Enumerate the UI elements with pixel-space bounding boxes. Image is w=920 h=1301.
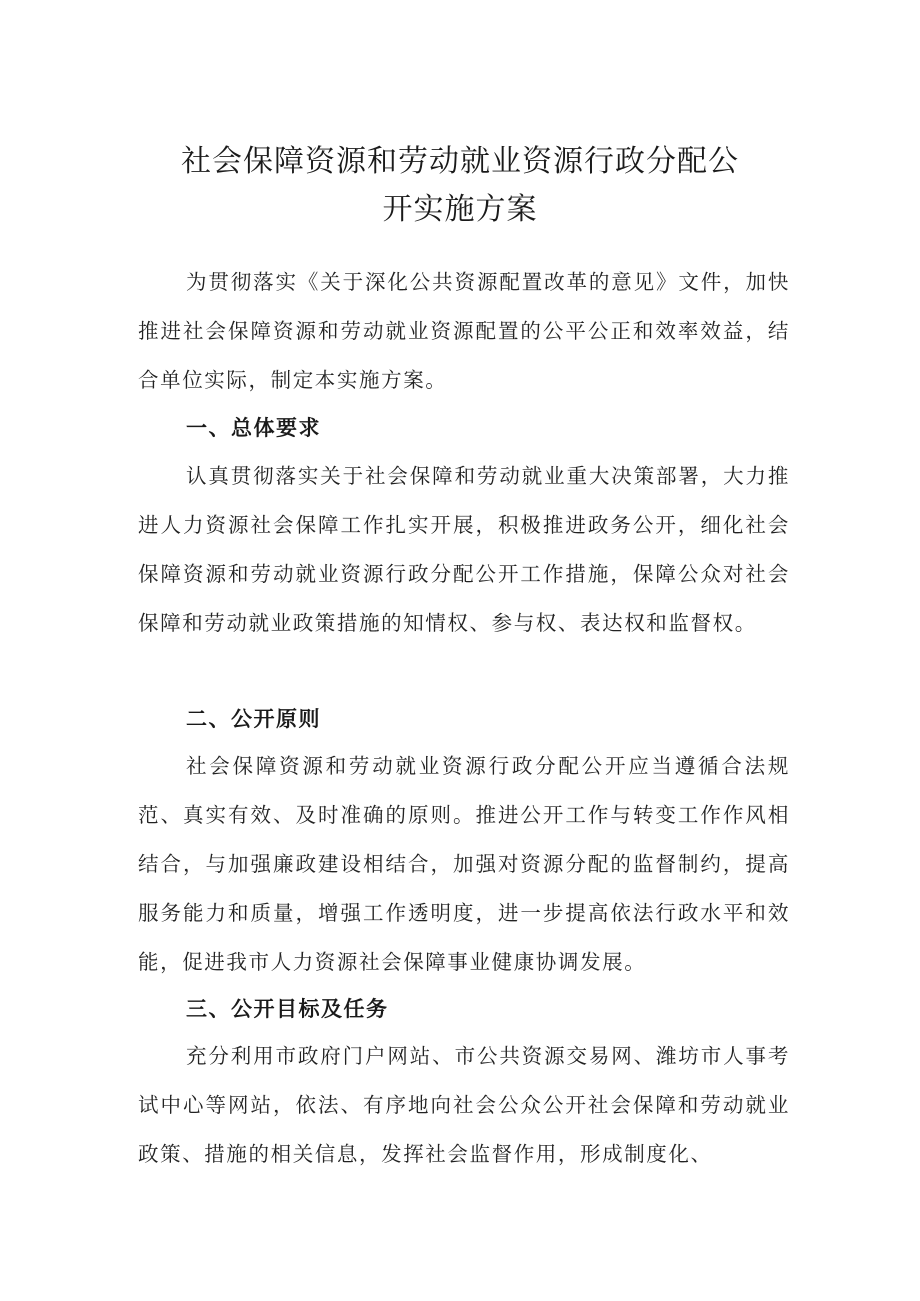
document-title-line2: 开实施方案 — [382, 192, 538, 227]
intro-paragraph: 为贯彻落实《关于深化公共资源配置改革的意见》文件，加快推进社会保障资源和劳动就业资源配置的公平公正和效率效益，结合单位实际，制定本实施方案。 — [138, 270, 790, 392]
document-title-line1: 社会保障资源和劳动就业资源行政分配公 — [181, 144, 739, 179]
section-heading-disclosure-principles: 二、公开原则 — [186, 707, 321, 731]
section-body-general-requirements: 认真贯彻落实关于社会保障和劳动就业重大决策部署，大力推进人力资源社会保障工作扎实开展，积极推进政务公开，细化社会保障资源和劳动就业资源行政分配公开工作措施，保障公众对社会保障和劳动就业政策措施的知情权、参与权、表达权和监督权。 — [138, 464, 790, 635]
section-body-goals-and-tasks: 充分利用市政府门户网站、市公共资源交易网、潍坊市人事考试中心等网站，依法、有序地向社会公众公开社会保障和劳动就业政策、措施的相关信息，发挥社会监督作用，形成制度化、 — [138, 1044, 790, 1166]
section-heading-goals-and-tasks: 三、公开目标及任务 — [186, 997, 389, 1021]
section-body-disclosure-principles: 社会保障资源和劳动就业资源行政分配公开应当遵循合法规范、真实有效、及时准确的原则。推进公开工作与转变工作作风相结合，与加强廉政建设相结合，加强对资源分配的监督制约，提高服务能力和质量，增强工作透明度，进一步提高依法行政水平和效能，促进我市人力资源社会保障事业健康协调发展。 — [138, 754, 790, 974]
section-heading-general-requirements: 一、总体要求 — [186, 416, 321, 440]
